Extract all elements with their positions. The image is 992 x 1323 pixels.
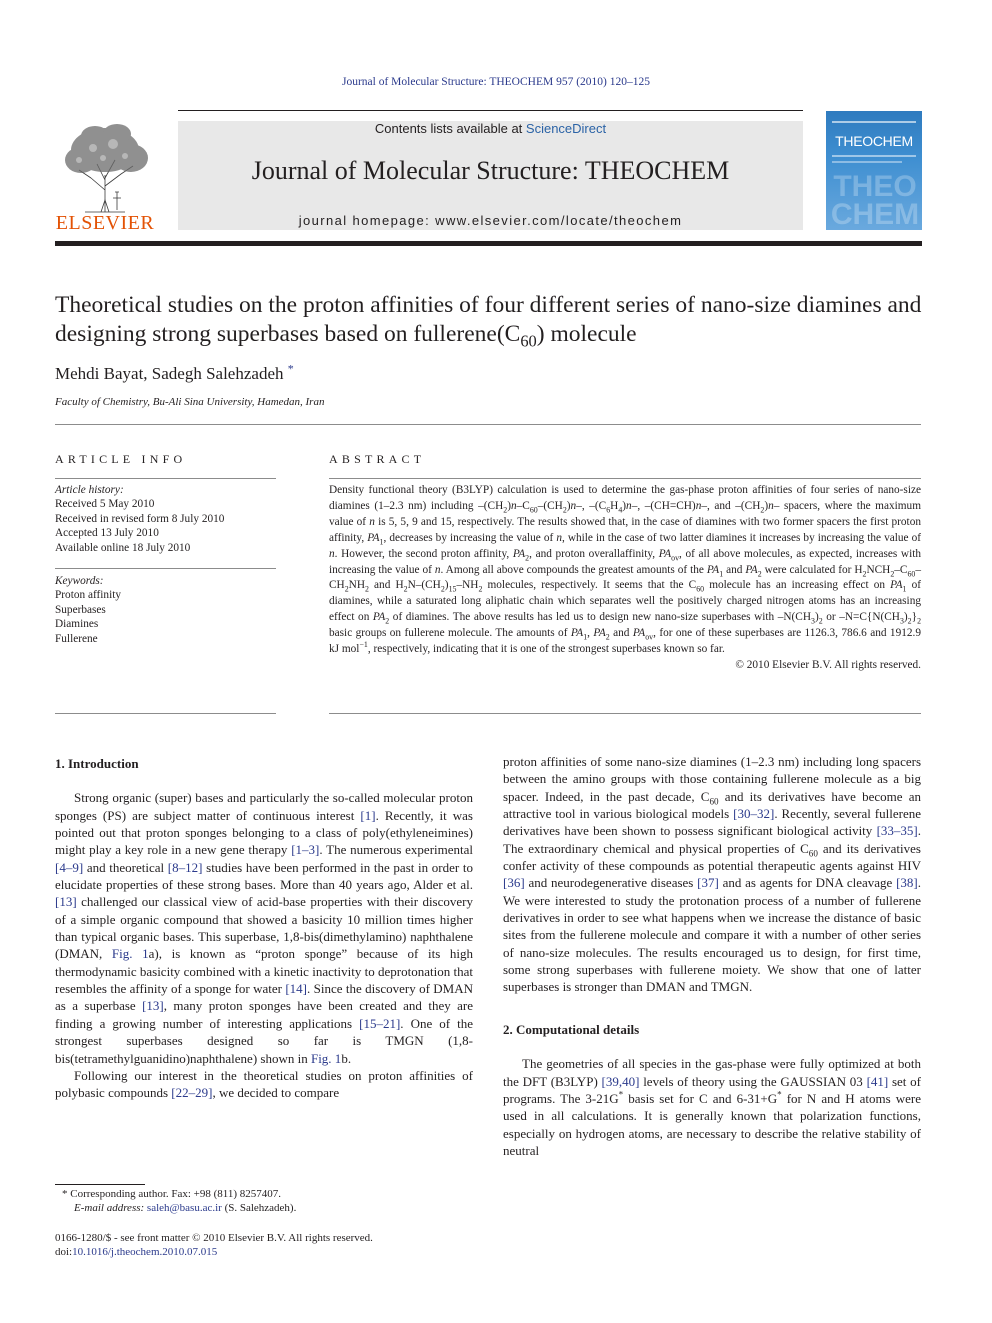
keywords — [55, 574, 276, 646]
divider — [55, 713, 276, 714]
journal-title: Journal of Molecular Structure: THEOCHEM — [251, 156, 730, 185]
author-names: Mehdi Bayat, Sadegh Salehzadeh — [55, 364, 284, 383]
footnote-corresponding: * Corresponding author. Fax: +98 (811) 8257407. — [62, 1188, 282, 1200]
cover-watermark: THEO CHEM — [830, 170, 920, 231]
history-item: Received in revised form 8 July 2010 — [55, 512, 225, 525]
corresponding-author-mark[interactable]: * — [287, 361, 294, 376]
intro-paragraph-2: Following our interest in the theoretical studies on proton affinities of polybasic compounds [22–29], we decided to compare — [55, 1067, 473, 1101]
divider — [55, 424, 921, 425]
intro-paragraph-1: Strong organic (super) bases and particularly the so-called molecular proton sponges (PS) are subject matter of continuous interest [1]. Recently, it was pointed out that proton sponges belonging to a class of poly(ethyleneimines) might play a key role in a new gene therapy [1–3]. The numerous experimental [4–9] and theoretical [8–12] studies have been performed in the past in order to elucidate properties of these strong bases. More than 40 years ago, Alder et al. [13] challenged our classical view of acid-base properties with their discovery of a simple organic compound that showed a basicity 10 million times higher than typical organic bases. This superbase, 1,8-bis(dimethylamino) naphthalene (DMAN, Fig. 1a), is known as “proton sponge” because of its high thermodynamic basicity combined with a kinetic inactivity to deprotonation that resembles the affinity of a sponge for water [14]. Since the discovery of DMAN as a superbase [13], many proton sponges have been created and they are finding a growing number of interesting applications [15–21]. One of the strongest superbases designed so far is TMGN (1,8-bis(tetramethylguanidino)naphthalene) shown in Fig. 1b. — [55, 790, 474, 1066]
divider — [55, 478, 276, 479]
cover-title: THEOCHEM — [835, 133, 913, 149]
journal-citation[interactable]: Journal of Molecular Structure: THEOCHEM 957 (2010) 120–125 — [341, 76, 650, 88]
divider — [55, 568, 276, 569]
left-column — [55, 755, 473, 1102]
journal-cover — [826, 111, 922, 230]
history-label: Article history: — [55, 484, 124, 496]
keyword: Fullerene — [55, 632, 98, 645]
footnote-rule — [55, 1184, 145, 1185]
article-title-sub: 60 — [520, 331, 537, 351]
article-info-heading: ARTICLE INFO — [55, 452, 187, 466]
elsevier-tree-icon — [55, 120, 155, 215]
right-column — [503, 753, 921, 1159]
section-heading-introduction: 1. Introduction — [55, 756, 139, 771]
email-link[interactable]: saleh@basu.ac.ir — [146, 1202, 222, 1214]
section-heading-computational: 2. Computational details — [503, 1021, 640, 1037]
doi-line: doi:10.1016/j.theochem.2010.07.015 — [55, 1246, 218, 1258]
keyword: Superbases — [55, 603, 106, 616]
authors — [55, 361, 294, 384]
header-thick-rule — [55, 241, 922, 246]
intro-paragraph-2-continued: proton affinities of some nano-size diamines (1–2.3 nm) including long spacers between the amino groups with those containing fullerene molecule as a big spacer. Indeed, in the past decade, $C_{60}$ and its derivatives have become an attractive tool in various biological models [30–32]. Recently, several fullerene derivatives have been shown to possess significant biological activity [33–35]. The extraordinary chemical and physical properties of $C_{60}$ and its derivatives confer activity of these compounds as potential therapeutic agents against HIV [36] and neurodegenerative diseases [37] and as agents for DNA cleavage [38]. We were interested to study the protonation process of a number of fullerene derivatives in order to see what happens when we increase the distance of basic sites from the fullerene molecule and compare it with a number of other series of nano-size molecules. The results encouraged us to design, for first time, some strong superbases with fullerene moiety. We show that one of latter superbases is stronger than DMAN and TMGN. — [503, 754, 921, 995]
doi-link[interactable]: 10.1016/j.theochem.2010.07.015 — [72, 1246, 218, 1258]
abstract-text: Density functional theory (B3LYP) calculation is used to determine the gas-phase proton affinities of four series of nano-size diamines (1–2.3 nm) including $-(CH_2)n-C_{60}-(CH_2)n-$, $-(C_6H_4)n-$, –(CH=CH)n–, and $-(CH_2)n-$ spacers, where the maximum value of n is 5, 5, 9 and 15, respectively. The results showed that, in the case of diamines with two former spacers the first proton affinity, $PA_1$, decreases by increasing the value of n, while in the case of two latter diamines it increases by increasing the value of n. However, the second proton affinity, $PA_2$, and proton overallaffinity, $PA_{ov}$, of all above molecules, as expected, increases with increasing the value of n. Among all above compounds the greatest amounts of the $PA_1$ and $PA_2$ were calculated for $H_2NCH_2-C_{60}-CH_2NH_2$ and $H_2N-(CH_2)_{15}-NH_2$ molecules, respectively. It seems that the $C_{60}$ molecule has an increasing effect on $PA_1$ of diamines, while a saturated long aliphatic chain which separates well the positively charged nitrogen atoms has an increasing effect on $PA_2$ of diamines. The above results has led us to design new nano-size superbases with $-N(CH_3)_2$ or $-N=C\{N(CH_3)_2\}_2$ basic groups on fullerene molecule. The amounts of $PA_1$, $PA_2$ and $PA_{ov}$, for one of these superbases are 1126.3, 786.6 and 1912.9 kJ mol$^{-1}$, respectively, indicating that it is one of the strongest superbases known so far. © 2010 Elsevier B.V. All rights reserved. — [329, 483, 921, 674]
elsevier-logo — [55, 120, 155, 235]
footnote-email: E-mail address: saleh@basu.ac.ir (S. Salehzadeh). — [74, 1202, 297, 1214]
abstract-copyright: © 2010 Elsevier B.V. All rights reserved. — [735, 658, 921, 671]
elsevier-wordmark: ELSEVIER — [55, 212, 155, 234]
cover-stripe — [832, 121, 916, 123]
divider — [329, 713, 921, 714]
keyword: Diamines — [55, 618, 99, 631]
history-item: Received 5 May 2010 — [55, 498, 155, 511]
header-top-rule — [178, 110, 803, 111]
article-history — [55, 483, 276, 555]
contents-line — [178, 121, 803, 136]
abstract-heading: ABSTRACT — [329, 452, 426, 466]
article-title-part1: Theoretical studies on the proton affinities of four different series of nano-size diamines and designing strong superbases based on fullerene(C — [55, 292, 922, 347]
footnote — [62, 1187, 472, 1215]
article-title-part2: ) molecule — [536, 321, 637, 347]
affiliation: Faculty of Chemistry, Bu-Ali Sina University, Hamedan, Iran — [55, 396, 325, 408]
keywords-label: Keywords: — [55, 575, 104, 587]
contents-prefix: Contents lists available at — [374, 121, 526, 136]
sciencedirect-link[interactable]: ScienceDirect — [525, 121, 607, 136]
computational-paragraph-1: The geometries of all species in the gas-phase were fully optimized at both the DFT (B3LYP) [39,40] levels of theory using the GAUSSIAN 03 [41] set of programs. The 3-21G* basis set for C and 6-31+G* for N and H atoms were used in all calculations. It is generally known that polarization functions, especially on hydrogen atoms, are necessary to describe the relative stability of neutral — [503, 1056, 922, 1158]
article-title — [55, 291, 925, 349]
history-item: Accepted 13 July 2010 — [55, 527, 159, 540]
journal-homepage[interactable]: journal homepage: www.elsevier.com/locate/theochem — [298, 213, 683, 228]
issn-line: 0166-1280/$ - see front matter © 2010 Elsevier B.V. All rights reserved. — [55, 1232, 373, 1244]
cover-stripe — [832, 161, 902, 163]
cover-stripe — [832, 155, 916, 157]
keyword: Proton affinity — [55, 589, 121, 602]
divider — [329, 478, 921, 479]
history-item: Available online 18 July 2010 — [55, 541, 191, 554]
